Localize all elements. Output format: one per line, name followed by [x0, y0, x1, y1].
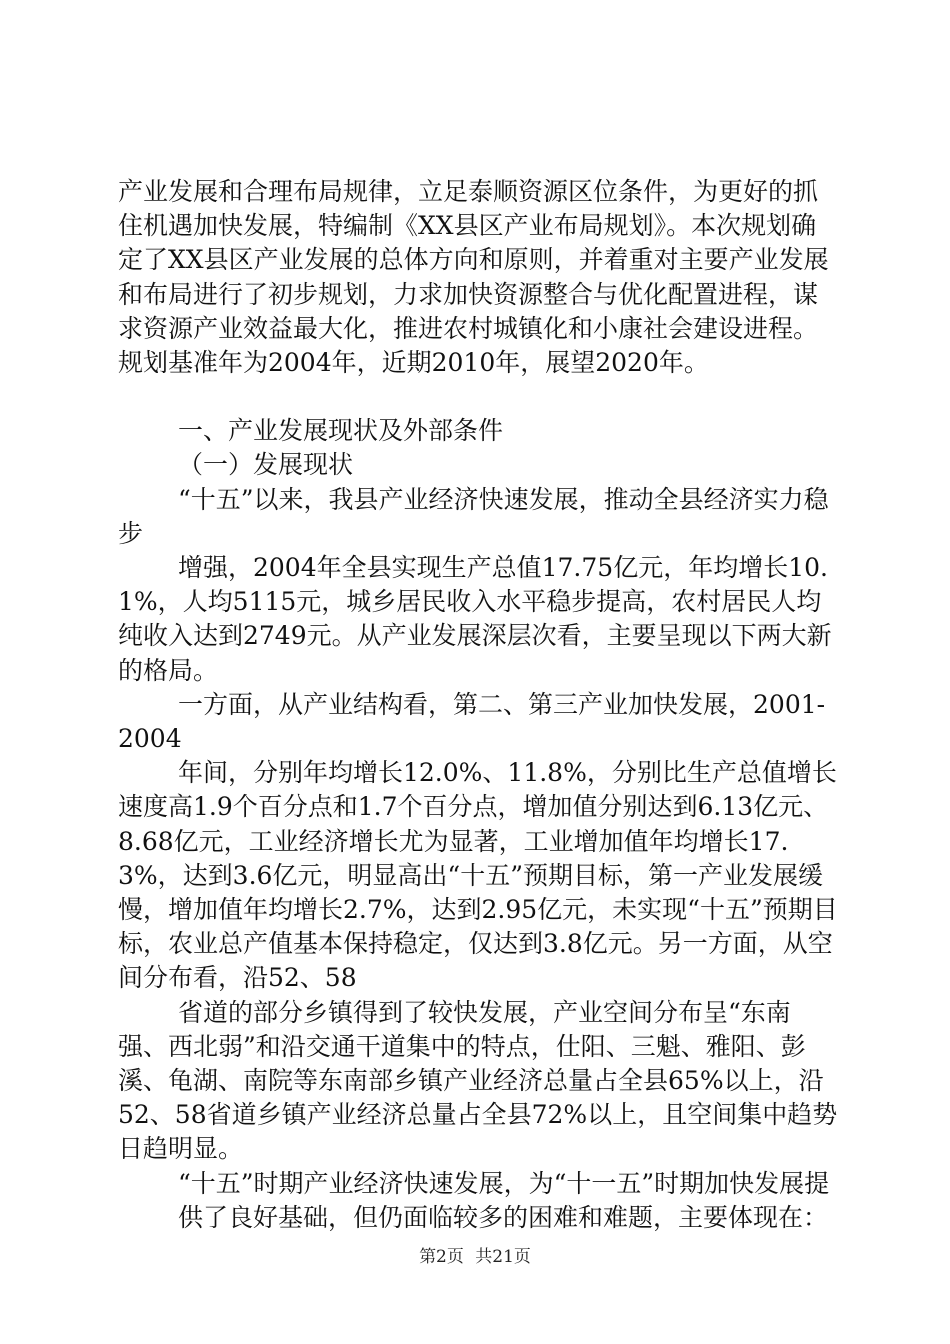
page-number: 第2页 — [419, 1247, 464, 1267]
paragraph-eleventh-plan: “十五”时期产业经济快速发展，为“十一五”时期加快发展提 — [178, 1168, 830, 1198]
section-heading: 一、产业发展现状及外部条件 — [178, 416, 504, 446]
paragraph-gdp-2004: 增强，2004年全县实现生产总值17.75亿元，年均增长10.1%，人均5115元，城乡居民收入水平稳步提高，农村居民人均纯收入达到2749元。从产业发展深层次看，主要呈现以下两大新的格局。 — [118, 553, 832, 685]
paragraph-structure: 一方面，从产业结构看，第二、第三产业加快发展，2001-2004 — [118, 689, 826, 754]
paragraph-intro: 产业发展和合理布局规律，立足泰顺资源区位条件，为更好的抓住机遇加快发展，特编制《XX县区产业布局规划》。本次规划确定了XX县区产业发展的总体方向和原则，并着重对主要产业发展和布局进行了初步规划，力求加快资源整合与优化配置进程，谋求资源产业效益最大化，推进农村城镇化和小康社会建设进程。规划基准年为2004年，近期2010年，展望2020年。 — [118, 177, 829, 378]
page-footer — [0, 1242, 950, 1267]
subsection-heading: （一）发展现状 — [178, 450, 354, 480]
paragraph-spatial: 省道的部分乡镇得到了较快发展，产业空间分布呈“东南强、西北弱”和沿交通干道集中的特点，仕阳、三魁、雅阳、彭溪、龟湖、南院等东南部乡镇产业经济总量占全县65%以上，沿52、58省道乡镇产业经济总量占全县72%以上，且空间集中趋势日趋明显。 — [118, 997, 838, 1164]
paragraph-fifteen-growth: “十五”以来，我县产业经济快速发展，推动全县经济实力稳步 — [118, 484, 829, 548]
page-total: 共21页 — [475, 1247, 531, 1267]
paragraph-growth-rates: 年间，分别年均增长12.0%、11.8%，分别比生产总值增长速度高1.9个百分点和1.7个百分点，增加值分别达到6.13亿元、8.68亿元，工业经济增长尤为显著，工业增加值年均增长17.3%，达到3.6亿元，明显高出“十五”预期目标，第一产业发展缓慢，增加值年均增长2.7%，达到2.95亿元，未实现“十五”预期目标，农业总产值基本保持稳定，仅达到3.8亿元。另一方面，从空间分布看，沿52、58 — [118, 758, 838, 993]
paragraph-difficulties: 供了良好基础，但仍面临较多的困难和难题，主要体现在： — [178, 1202, 829, 1232]
document-body — [118, 175, 838, 1235]
